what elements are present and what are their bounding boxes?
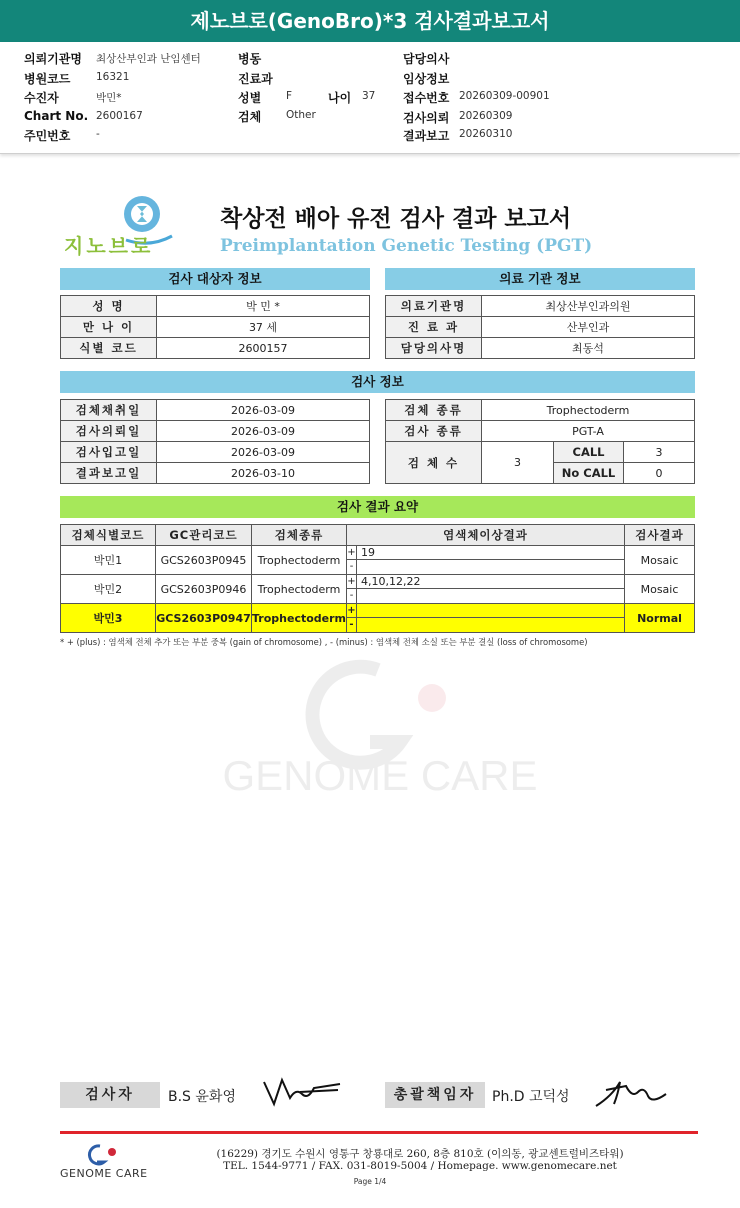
specimen-type-cell: Trophectoderm <box>252 546 347 575</box>
field-label: 만 나 이 <box>61 317 157 338</box>
watermark-text: GENOME CARE <box>222 752 538 799</box>
plus-sign: + <box>347 605 356 616</box>
field-label: 결과보고일 <box>61 463 157 484</box>
report-subtitle: Preimplantation Genetic Testing (PGT) <box>220 236 593 256</box>
field-label: 검사 종류 <box>386 421 482 442</box>
field-value: 2026-03-10 <box>157 463 370 484</box>
table-row <box>386 338 695 359</box>
field-label: 의료기관명 <box>386 296 482 317</box>
table-row <box>386 400 695 421</box>
minus-sign: - <box>347 589 357 603</box>
table-row-highlighted <box>61 604 695 633</box>
specimen-id-cell: 박민2 <box>61 575 156 604</box>
report-title: 착상전 배아 유전 검사 결과 보고서 <box>220 206 572 232</box>
subject-table <box>60 295 370 359</box>
call-value: 3 <box>624 442 695 463</box>
age-field: 나이 37 <box>328 90 376 105</box>
genobro-logo-text: 지노브로 <box>64 234 154 258</box>
table-row <box>61 546 695 575</box>
field-label: 식별 코드 <box>61 338 157 359</box>
column-header: 검체종류 <box>252 525 347 546</box>
table-row <box>386 296 695 317</box>
dept-field: 진료과 <box>238 72 273 86</box>
field-value: 3 <box>482 442 554 484</box>
field-value: 최동석 <box>482 338 695 359</box>
column-header: 검체식별코드 <box>61 525 156 546</box>
result-cell: Mosaic <box>625 575 695 604</box>
minus-sign: - <box>347 618 357 632</box>
gain-value: 19 <box>361 546 375 559</box>
field-value: 박 민 * <box>157 296 370 317</box>
ward-field: 병동 <box>238 52 262 66</box>
gc-code-cell: GCS2603P0946 <box>156 575 252 604</box>
examiner-label: 검사자 <box>60 1082 160 1108</box>
abnormality-cell <box>347 604 625 633</box>
institution-heading: 의료 기관 정보 <box>385 268 695 290</box>
field-value: 2026-03-09 <box>157 400 370 421</box>
field-value: PGT-A <box>482 421 695 442</box>
table-row <box>61 442 370 463</box>
minus-sign: - <box>347 560 357 574</box>
table-row <box>61 421 370 442</box>
specimen-id-cell: 박민3 <box>61 604 156 633</box>
specimen-info-table <box>385 399 695 484</box>
field-value: 산부인과 <box>482 317 695 338</box>
specimen-type-cell: Trophectoderm <box>252 575 347 604</box>
table-row <box>386 421 695 442</box>
table-row <box>61 338 370 359</box>
field-label: 진 료 과 <box>386 317 482 338</box>
footer-contact: TEL. 1544-9771 / FAX. 031-8019-5004 / Homepage. www.genomecare.net <box>223 1160 617 1172</box>
abnormality-cell <box>347 575 625 604</box>
field-label: 성 명 <box>61 296 157 317</box>
summary-table <box>60 524 695 633</box>
sex-field: 성별 F <box>238 90 293 105</box>
legend-note: * + (plus) : 염색체 전체 추가 또는 부분 중복 (gain of chromosome) , - (minus) : 염색체 전체 소실 또는 부분 결실 (loss of chromosome) <box>60 637 588 647</box>
field-value: 최상산부인과의원 <box>482 296 695 317</box>
column-header: 검사결과 <box>625 525 695 546</box>
table-row <box>61 296 370 317</box>
hospital-code-field: 병원코드 16321 <box>24 71 130 86</box>
patient-field: 수진자 박민* <box>24 91 122 105</box>
page-number: Page 1/4 <box>353 1177 387 1186</box>
subject-heading: 검사 대상자 정보 <box>60 268 370 290</box>
field-label: 검체채취일 <box>61 400 157 421</box>
call-label: CALL <box>554 442 624 463</box>
gain-value: 4,10,12,22 <box>361 575 421 588</box>
field-value: Trophectoderm <box>482 400 695 421</box>
column-header: GC관리코드 <box>156 525 252 546</box>
report-date-field: 결과보고 20260310 <box>403 128 513 143</box>
doctor-field: 담당의사 <box>403 52 450 66</box>
specimen-type-cell: Trophectoderm <box>252 604 347 633</box>
field-value: 37 세 <box>157 317 370 338</box>
clinical-field: 임상정보 <box>403 72 450 86</box>
table-row <box>61 317 370 338</box>
table-row <box>61 575 695 604</box>
footer-brand: GENOME CARE <box>60 1167 148 1180</box>
examiner-signature-icon <box>260 1074 344 1108</box>
specimen-id-cell: 박민1 <box>61 546 156 575</box>
field-value: 2026-03-09 <box>157 421 370 442</box>
director-name: Ph.D 고덕성 <box>492 1089 570 1105</box>
footer-divider <box>60 1131 698 1134</box>
lab-header <box>0 42 740 154</box>
institution-table <box>385 295 695 359</box>
request-field: 검사의뢰 20260309 <box>403 110 513 125</box>
plus-sign: + <box>347 576 356 587</box>
rrn-field: 주민번호 - <box>24 128 100 143</box>
test-dates-table <box>60 399 370 484</box>
field-label: 담당의사명 <box>386 338 482 359</box>
field-label: 검체 종류 <box>386 400 482 421</box>
field-value: 2026-03-09 <box>157 442 370 463</box>
plus-sign: + <box>347 547 356 558</box>
gc-code-cell: GCS2603P0945 <box>156 546 252 575</box>
nocall-label: No CALL <box>554 463 624 484</box>
field-label: 검사의뢰일 <box>61 421 157 442</box>
examiner-name: B.S 윤화영 <box>168 1089 236 1105</box>
abnormality-cell <box>347 546 625 575</box>
director-signature-icon <box>592 1074 672 1110</box>
table-row <box>61 463 370 484</box>
table-row <box>61 400 370 421</box>
table-row <box>386 317 695 338</box>
field-label: 검사입고일 <box>61 442 157 463</box>
test-info-heading: 검사 정보 <box>60 371 695 393</box>
nocall-value: 0 <box>624 463 695 484</box>
field-value: 2600157 <box>157 338 370 359</box>
director-label: 총괄책임자 <box>385 1082 485 1108</box>
field-label: 검 체 수 <box>386 442 482 484</box>
summary-heading: 검사 결과 요약 <box>60 496 695 518</box>
table-header-row <box>61 525 695 546</box>
result-cell: Mosaic <box>625 546 695 575</box>
footer-address: (16229) 경기도 수원시 영통구 창룡대로 260, 8층 810호 (이의동, 광교센트럴비즈타워) <box>216 1148 624 1160</box>
genome-care-watermark <box>200 650 560 800</box>
receipt-field: 접수번호 20260309-00901 <box>403 90 550 105</box>
result-cell: Normal <box>625 604 695 633</box>
gc-code-cell: GCS2603P0947 <box>156 604 252 633</box>
report-banner: 제노브로(GenoBro)*3 검사결과보고서 <box>0 0 740 42</box>
table-row <box>386 442 695 463</box>
chart-field: Chart No. 2600167 <box>24 109 143 123</box>
client-field: 의뢰기관명 최상산부인과 난임센터 <box>24 52 201 66</box>
specimen-field: 검체 Other <box>238 109 316 124</box>
column-header: 염색체이상결과 <box>347 525 625 546</box>
